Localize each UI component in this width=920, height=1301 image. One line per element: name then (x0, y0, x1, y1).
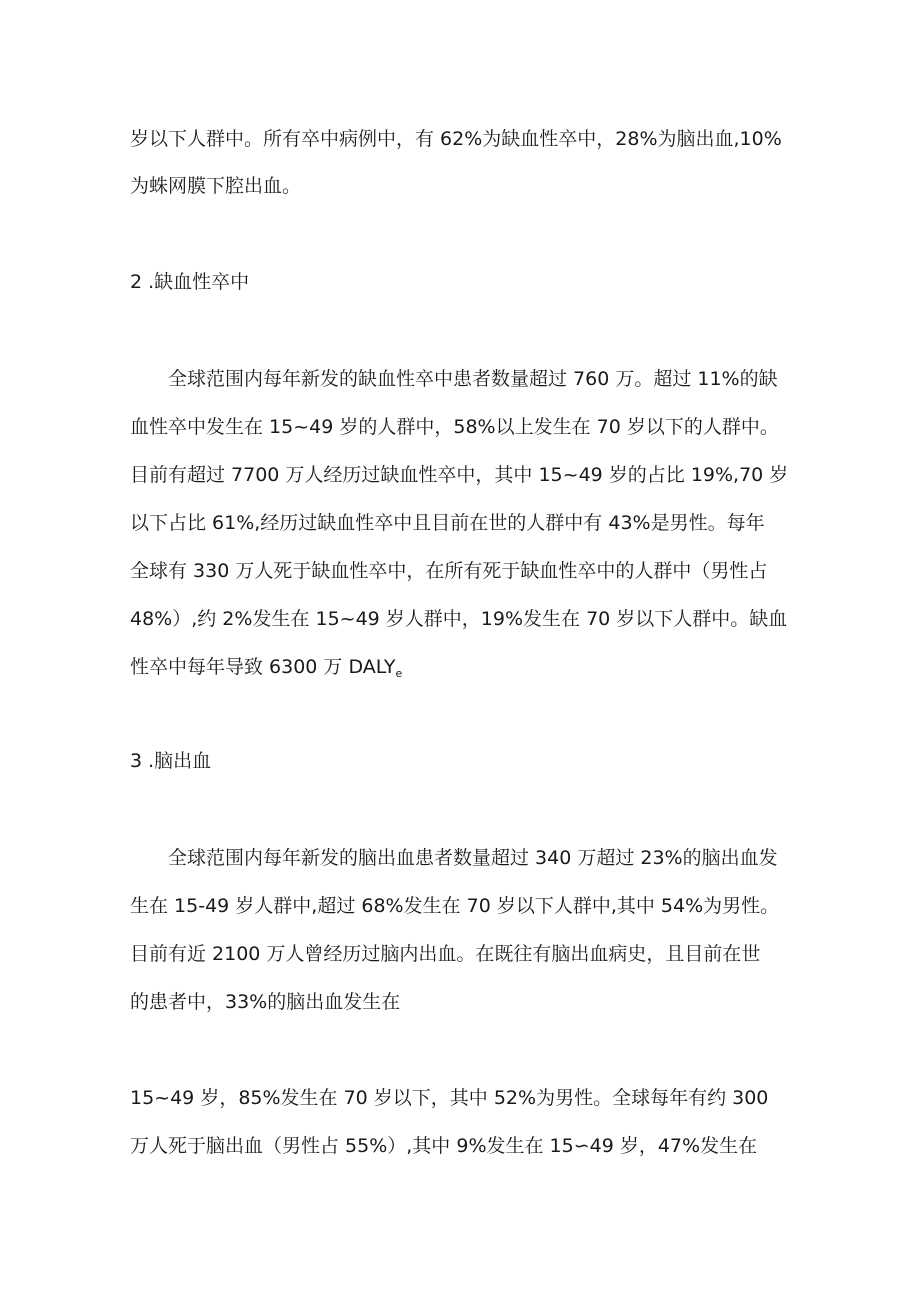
section-3-heading: 3 .脑出血 (130, 750, 212, 772)
section-2-subscript: e (395, 667, 403, 680)
intro-line-2: 为蛛网膜下腔出血。 (130, 175, 302, 197)
section-3-line-2: 生在 15-49 岁人群中,超过 68%发生在 70 岁以下人群中,其中 54%为男性。 (130, 895, 780, 917)
section-3-continuation-line-1: 15~49 岁，85%发生在 70 岁以下，其中 52%为男性。全球每年有约 300 (130, 1087, 769, 1109)
section-3-continuation-line-2: 万人死于脑出血（男性占 55%）,其中 9%发生在 15∽49 岁，47%发生在 (130, 1135, 758, 1157)
section-2-line-1: 全球范围内每年新发的缺血性卒中患者数量超过 760 万。超过 11%的缺 (168, 368, 778, 390)
section-2-line-6: 48%）,约 2%发生在 15~49 岁人群中，19%发生在 70 岁以下人群中。缺血 (130, 608, 788, 630)
intro-line-1: 岁以下人群中。所有卒中病例中，有 62%为缺血性卒中，28%为脑出血,10% (130, 128, 782, 150)
section-2-line-7 (130, 654, 810, 687)
section-3-line-4: 的患者中，33%的脑出血发生在 (130, 991, 401, 1013)
section-3-line-3: 目前有近 2100 万人曾经历过脑内出血。在既往有脑出血病史，且目前在世 (130, 943, 761, 965)
section-2-line-4: 以下占比 61%,经历过缺血性卒中且目前在世的人群中有 43%是男性。每年 (130, 512, 765, 534)
section-2-line-2: 血性卒中发生在 15~49 岁的人群中，58%以上发生在 70 岁以下的人群中。 (130, 416, 779, 438)
section-2-line-7-text: 性卒中每年导致 6300 万 DALY (130, 656, 396, 678)
section-2-line-5: 全球有 330 万人死于缺血性卒中，在所有死于缺血性卒中的人群中（男性占 (130, 560, 768, 582)
section-2-heading: 2 .缺血性卒中 (130, 271, 250, 293)
section-2-line-3: 目前有超过 7700 万人经历过缺血性卒中，其中 15~49 岁的占比 19%,70 岁 (130, 464, 789, 486)
section-3-line-1: 全球范围内每年新发的脑出血患者数量超过 340 万超过 23%的脑出血发 (168, 847, 778, 869)
